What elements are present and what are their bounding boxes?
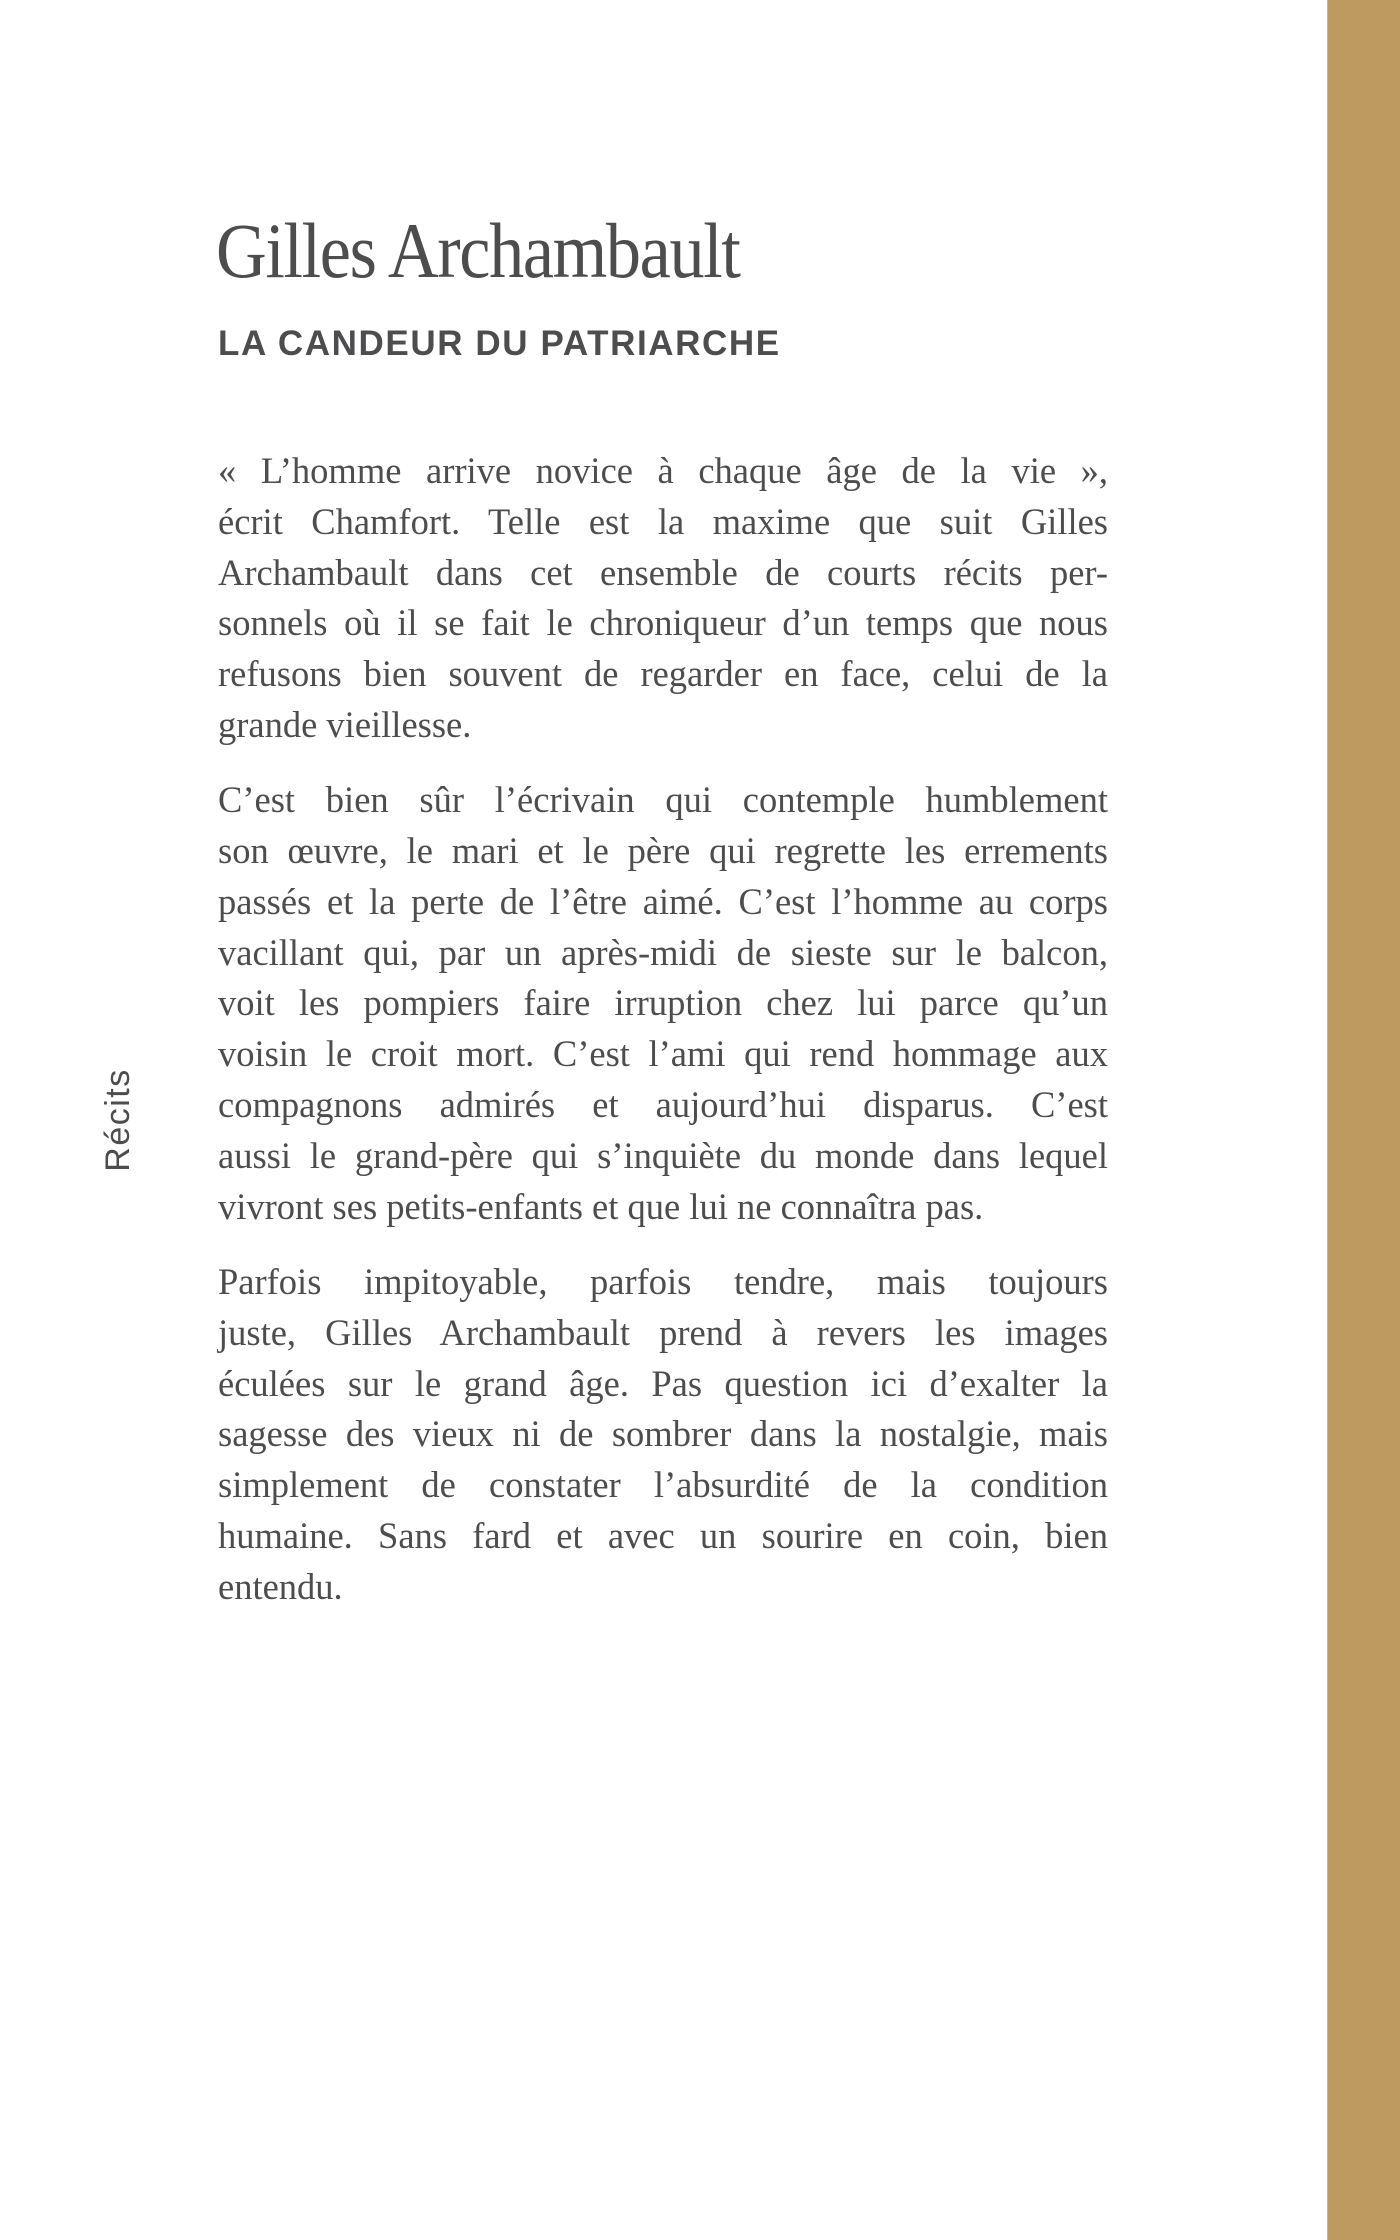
text-line: C’est bien sûr l’écrivain qui contemple humblement <box>218 779 1108 821</box>
text-line: écrit Chamfort. Telle est la maxime que suit Gilles <box>218 500 1108 542</box>
text-line: vivront ses petits-enfants et que lui ne connaîtra pas. <box>218 1185 984 1227</box>
text-line: Archambault dans cet ensemble de courts récits per- <box>218 551 1108 593</box>
text-line: voisin le croit mort. C’est l’ami qui rend hommage aux <box>218 1033 1108 1075</box>
book-title: LA CANDEUR DU PATRIARCHE <box>218 324 781 363</box>
text-line: éculées sur le grand âge. Pas question ici d’exalter la <box>218 1362 1108 1404</box>
text-line: passés et la perte de l’être aimé. C’est l’homme au corps <box>218 880 1108 922</box>
text-line: humaine. Sans fard et avec un sourire en coin, bien <box>218 1514 1108 1556</box>
text-line: entendu. <box>218 1565 343 1607</box>
text-line: refusons bien souvent de regarder en face, celui de la <box>218 653 1108 695</box>
text-line: compagnons admirés et aujourd’hui disparus. C’est <box>218 1084 1108 1126</box>
text-line: sonnels où il se fait le chroniqueur d’un temps que nous <box>218 602 1108 644</box>
text-line: Parfois impitoyable, parfois tendre, mais toujours <box>218 1260 1108 1302</box>
genre-label: Récits <box>99 1068 137 1172</box>
text-line: son œuvre, le mari et le père qui regrette les errements <box>218 830 1108 872</box>
text-line: vacillant qui, par un après-midi de sieste sur le balcon, <box>218 931 1108 973</box>
text-line: grande vieillesse. <box>218 703 472 745</box>
blurb-paragraph-1 <box>218 446 1108 751</box>
text-line: simplement de constater l’absurdité de la condition <box>218 1464 1108 1506</box>
blurb-paragraph-2 <box>218 775 1108 1232</box>
author-name: Gilles Archambault <box>216 207 740 294</box>
text-line: sagesse des vieux ni de sombrer dans la nostalgie, mais <box>218 1413 1108 1455</box>
text-line: voit les pompiers faire irruption chez lui parce qu’un <box>218 982 1108 1024</box>
text-line: aussi le grand-père qui s’inquiète du monde dans lequel <box>218 1134 1108 1176</box>
text-line: juste, Gilles Archambault prend à revers les images <box>218 1311 1108 1353</box>
spine-color-band <box>1328 0 1400 2240</box>
text-line: « L’homme arrive novice à chaque âge de la vie », <box>218 450 1108 491</box>
blurb-paragraph-3 <box>218 1257 1108 1613</box>
back-cover-blurb <box>218 446 1108 1637</box>
